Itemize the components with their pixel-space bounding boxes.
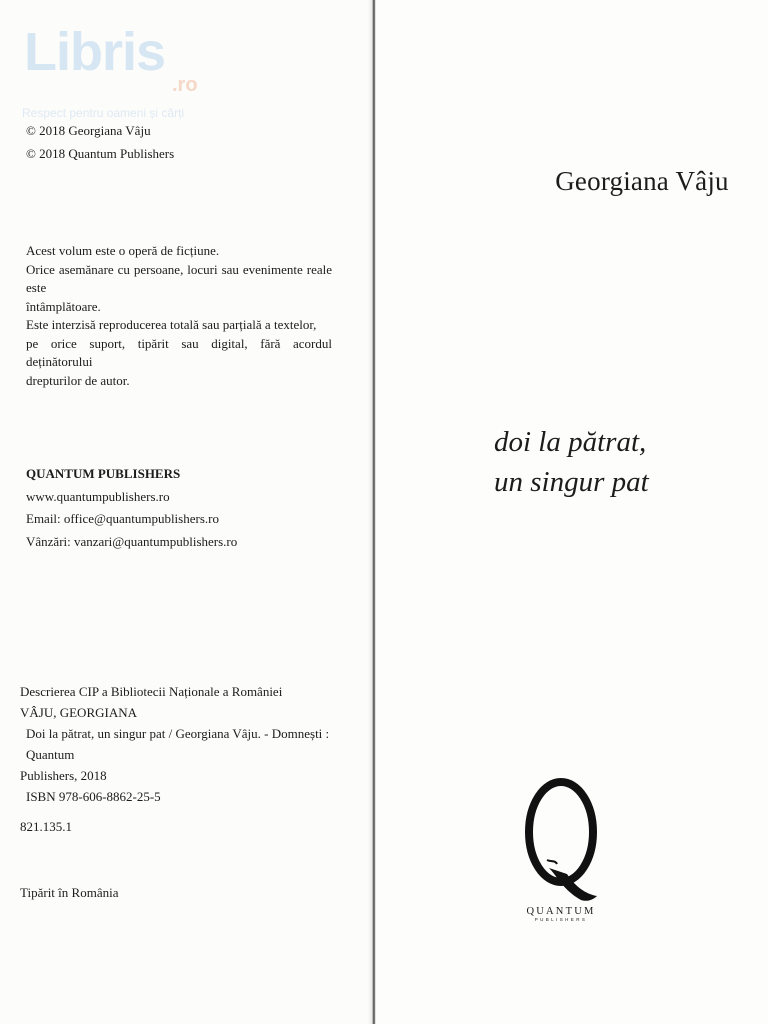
cip-line: Publishers, 2018 bbox=[20, 768, 107, 783]
title-line: doi la pătrat, bbox=[494, 426, 647, 458]
copyright-publisher: © 2018 Quantum Publishers bbox=[26, 146, 175, 161]
watermark-domain: .ro bbox=[172, 74, 198, 96]
disclaimer-block bbox=[26, 242, 332, 390]
disclaimer-line: pe orice suport, tipărit sau digital, fără acordul deținătorului bbox=[26, 335, 332, 369]
printed-in: Tipărit în România bbox=[20, 885, 119, 900]
disclaimer-line: Orice asemănare cu persoane, locuri sau evenimente reale este bbox=[26, 261, 332, 295]
cip-block bbox=[20, 681, 372, 807]
logo-name: QUANTUM bbox=[526, 906, 596, 917]
publisher-block bbox=[26, 463, 237, 553]
publisher-website: www.quantumpublishers.ro bbox=[26, 488, 170, 504]
disclaimer-line: întâmplătoare. bbox=[26, 298, 101, 314]
title-line: un singur pat bbox=[494, 466, 649, 498]
logo-subtitle: PUBLISHERS bbox=[534, 917, 588, 922]
cip-line: Descrierea CIP a Bibliotecii Naționale a României bbox=[20, 684, 283, 699]
disclaimer-line: drepturilor de autor. bbox=[26, 372, 130, 388]
cip-line: Doi la pătrat, un singur pat / Georgiana Vâju. - Domnești : Quantum bbox=[26, 726, 330, 762]
publisher-name: QUANTUM PUBLISHERS bbox=[26, 466, 181, 481]
publisher-sales: Vânzări: vanzari@quantumpublishers.ro bbox=[26, 533, 238, 549]
left-page bbox=[0, 0, 372, 1024]
cip-line: VÂJU, GEORGIANA bbox=[20, 705, 137, 720]
classification-code: 821.135.1 bbox=[20, 819, 72, 834]
disclaimer-line: Acest volum este o operă de ficțiune. bbox=[26, 243, 220, 258]
q-logo-icon bbox=[521, 776, 601, 904]
libris-watermark bbox=[24, 22, 198, 96]
copyright-author: © 2018 Georgiana Vâju bbox=[26, 123, 151, 138]
book-title bbox=[494, 422, 649, 502]
right-page bbox=[376, 0, 768, 1024]
author-name: Georgiana Vâju bbox=[555, 166, 729, 196]
watermark-word: Libris bbox=[24, 22, 166, 82]
quantum-logo bbox=[516, 776, 606, 922]
publisher-email: Email: office@quantumpublishers.ro bbox=[26, 511, 219, 526]
watermark-tagline: Respect pentru oameni și cărți bbox=[22, 106, 185, 120]
disclaimer-line: Este interzisă reproducerea totală sau parțială a textelor, bbox=[26, 317, 317, 332]
cip-line: ISBN 978-606-8862-25-5 bbox=[26, 789, 161, 804]
